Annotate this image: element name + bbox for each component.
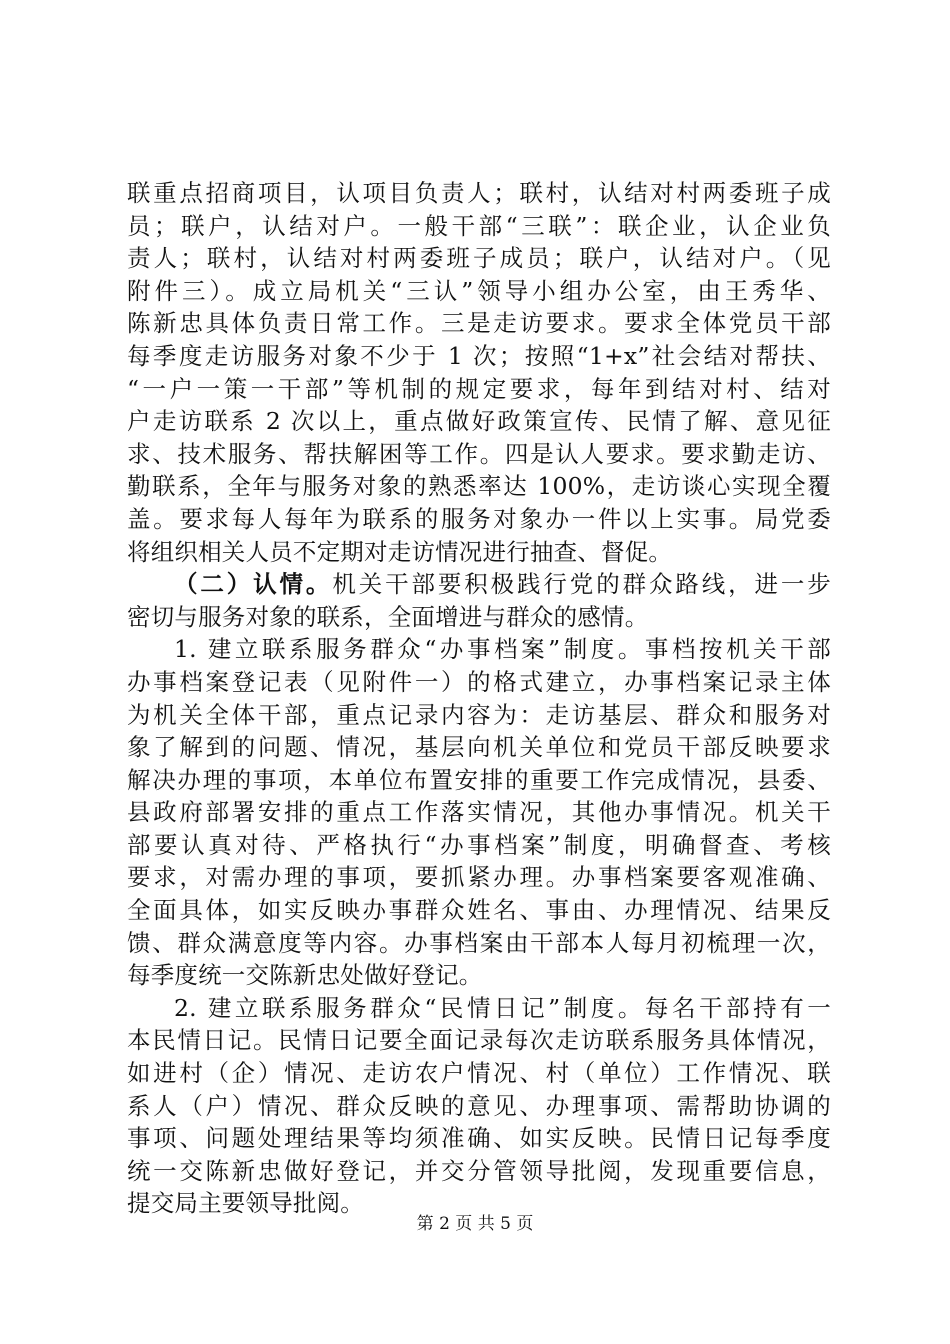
text-line: “一户一策一干部”等机制的规定要求，每年到结对村、结对 [127, 374, 831, 403]
text-line: 勤联系，全年与服务对象的熟悉率达 100%，走访谈心实现全覆 [127, 472, 831, 501]
text-line: 户走访联系 2 次以上，重点做好政策宣传、民情了解、意见征 [127, 407, 831, 436]
paragraph-start-line: 1. 建立联系服务群众“办事档案”制度。事档按机关干部 [174, 635, 831, 664]
text-line: 全面具体，如实反映办事群众姓名、事由、办理情况、结果反 [127, 896, 831, 925]
text-line: 盖。要求每人每年为联系的服务对象办一件以上实事。局党委 [127, 504, 831, 533]
section-heading: （二）认情。 [174, 570, 333, 599]
paragraph-start-line: 2. 建立联系服务群众“民情日记”制度。每名干部持有一 [174, 993, 831, 1022]
section-heading-line [127, 568, 831, 601]
text-line: 办事档案登记表（见附件一）的格式建立，办事档案记录主体 [127, 667, 831, 696]
text-line: 将组织相关人员不定期对走访情况进行抽查、督促。 [127, 537, 673, 566]
text-line: 统一交陈新忠做好登记，并交分管领导批阅，发现重要信息， [127, 1156, 831, 1185]
text-line: 解决办理的事项，本单位布置安排的重要工作完成情况，县委、 [127, 765, 831, 794]
text-line: 如进村（企）情况、走访农户情况、村（单位）工作情况、联 [127, 1059, 831, 1088]
text-line: 员；联户，认结对户。一般干部“三联”：联企业，认企业负 [127, 211, 831, 240]
text-line: 求、技术服务、帮扶解困等工作。四是认人要求。要求勤走访、 [127, 439, 831, 468]
text-line: 每季度走访服务对象不少于 1 次；按照“1+x”社会结对帮扶、 [127, 341, 831, 370]
text-line: 密切与服务对象的联系，全面增进与群众的感情。 [127, 602, 649, 631]
text-line: 馈、群众满意度等内容。办事档案由干部本人每月初梳理一次， [127, 928, 831, 957]
page-number: 第 2 页 共 5 页 [416, 1214, 534, 1234]
text-line: 联重点招商项目，认项目负责人；联村，认结对村两委班子成 [127, 179, 831, 207]
text-line: 本民情日记。民情日记要全面记录每次走访联系服务具体情况， [127, 1026, 831, 1055]
text-line: 事项、问题处理结果等均须准确、如实反映。民情日记每季度 [127, 1124, 831, 1153]
text-line: 提交局主要领导批阅。 [127, 1189, 364, 1218]
section-heading-rest: 机关干部要积极践行党的群众路线，进一步 [332, 570, 831, 599]
text-line: 为机关全体干部，重点记录内容为：走访基层、群众和服务对 [127, 700, 831, 729]
document-body [127, 177, 831, 1220]
text-line: 县政府部署安排的重点工作落实情况，其他办事情况。机关干 [127, 798, 831, 827]
text-line: 部要认真对待、严格执行“办事档案”制度，明确督查、考核 [127, 830, 831, 859]
text-line: 责人；联村，认结对村两委班子成员；联户，认结对户。（见 [127, 244, 831, 273]
text-line: 附件三）。成立局机关“三认”领导小组办公室，由王秀华、 [127, 276, 831, 305]
text-line: 每季度统一交陈新忠处做好登记。 [127, 961, 483, 990]
text-line: 要求，对需办理的事项，要抓紧办理。办事档案要客观准确、 [127, 863, 831, 892]
text-line: 陈新忠具体负责日常工作。三是走访要求。要求全体党员干部 [127, 309, 831, 338]
text-line: 系人（户）情况、群众反映的意见、办理事项、需帮助协调的 [127, 1091, 831, 1120]
page-footer [0, 1214, 950, 1234]
text-line: 象了解到的问题、情况，基层向机关单位和党员干部反映要求 [127, 733, 831, 762]
